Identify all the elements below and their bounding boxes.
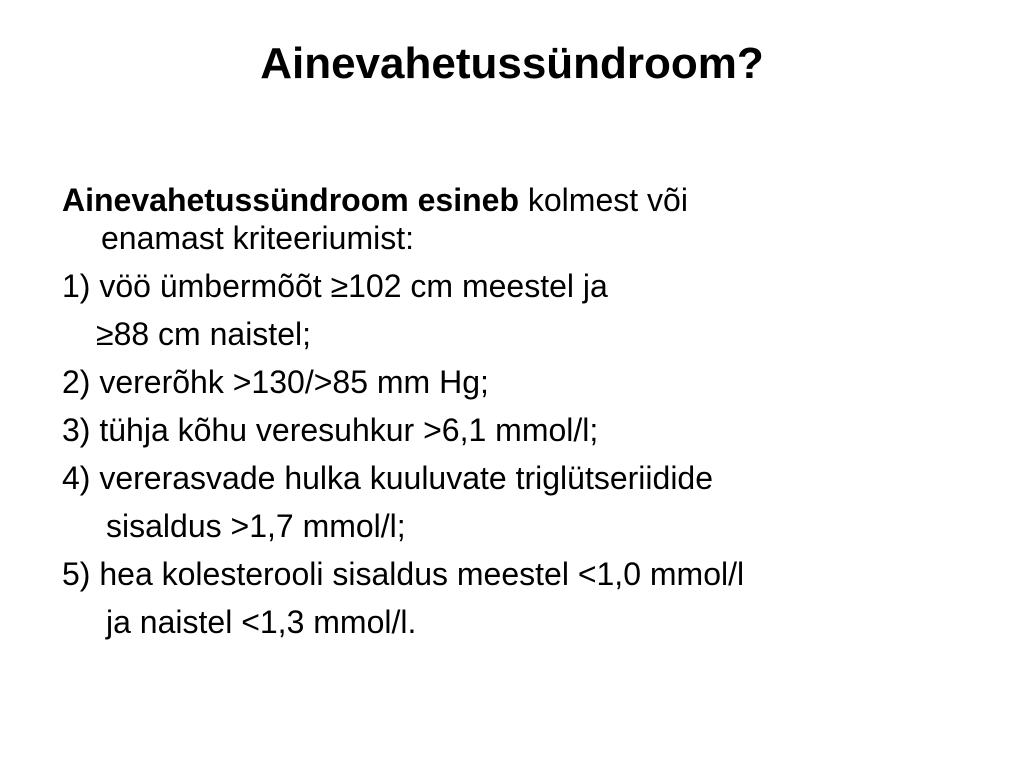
criterion-5: 5) hea kolesterooli sisaldus meestel <1,0 mmol/l (62, 556, 745, 592)
criterion-3: 3) tühja kõhu veresuhkur >6,1 mmol/l; (62, 412, 599, 448)
intro-text: kolmest või (518, 182, 688, 218)
intro-continuation: enamast kriteeriumist: (101, 220, 414, 256)
criterion-1-continuation: ≥88 cm naistel; (96, 316, 311, 352)
criterion-5-continuation: ja naistel <1,3 mmol/l. (106, 604, 417, 640)
slide-body (62, 181, 962, 641)
criterion-1: 1) vöö ümbermõõt ≥102 cm meestel ja (62, 268, 608, 304)
criterion-4-continuation: sisaldus >1,7 mmol/l; (106, 508, 406, 544)
intro-line (62, 181, 962, 219)
criterion-2: 2) vererõhk >130/>85 mm Hg; (62, 364, 489, 400)
intro-bold-text: Ainevahetussündroom esineb (62, 182, 519, 218)
slide-title: Ainevahetussündroom? (260, 39, 764, 88)
criterion-4: 4) vererasvade hulka kuuluvate triglütseriidide (62, 460, 714, 496)
